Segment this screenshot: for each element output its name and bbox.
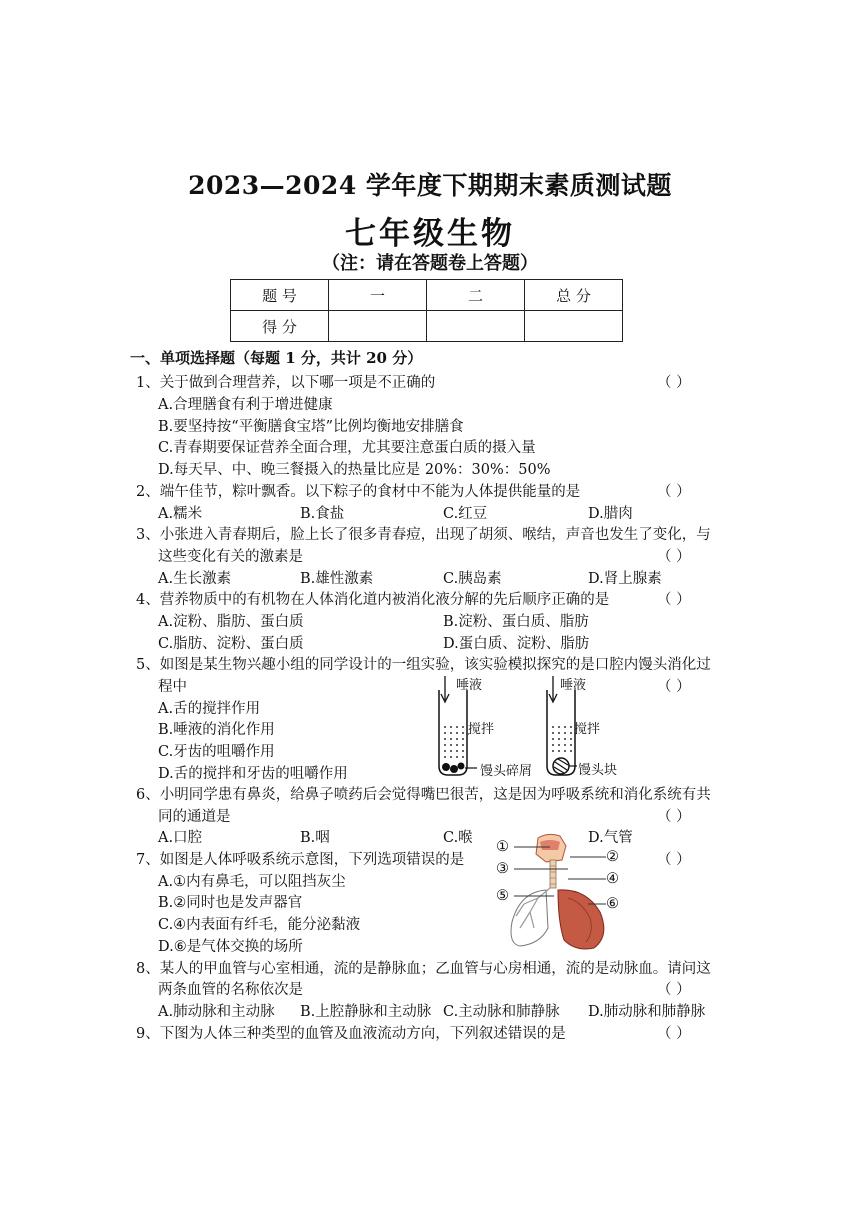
figure-leader-lines — [510, 840, 610, 910]
score-table — [230, 279, 623, 342]
label-2: ② — [606, 849, 619, 865]
subject-title: 七年级生物 — [345, 216, 515, 252]
q2-option-c: C.红豆 — [443, 506, 488, 522]
q7-option-c: C.④内表面有纤毛，能分泌黏液 — [158, 917, 361, 933]
q6-option-c: C.喉 — [443, 830, 473, 846]
crumbs-label: 馒头碎屑 — [480, 764, 533, 779]
q2-option-a: A.糯米 — [158, 506, 203, 522]
q5-option-d: D.舌的搅拌和牙齿的咀嚼作用 — [158, 766, 348, 782]
table-cell: 题 号 — [231, 280, 329, 311]
answer-paren: （ ） — [657, 375, 691, 391]
stir-label: 搅拌 — [468, 722, 495, 737]
saliva-label: 唾液 — [456, 678, 483, 693]
answer-paren: （ ） — [657, 679, 691, 695]
q7-option-d: D.⑥是气体交换的场所 — [158, 939, 303, 955]
q4-option-b: B.淀粉、蛋白质、脂肪 — [443, 614, 589, 630]
q2-option-d: D.腊肉 — [588, 506, 633, 522]
answer-paren: （ ） — [657, 982, 691, 998]
table-row — [231, 280, 623, 311]
block-label: 馒头块 — [578, 763, 618, 778]
q7-option-a: A.①内有鼻毛，可以阻挡灰尘 — [158, 874, 346, 890]
q3-option-c: C.胰岛素 — [443, 571, 502, 587]
table-cell: 总 分 — [525, 280, 623, 311]
q5-option-c: C.牙齿的咀嚼作用 — [158, 744, 275, 760]
question-7-stem: 7、如图是人体呼吸系统示意图，下列选项错误的是 — [136, 852, 465, 868]
q4-option-d: D.蛋白质、淀粉、脂肪 — [443, 636, 590, 652]
question-6-stem-cont: 同的通道是 — [158, 809, 231, 825]
table-cell[interactable] — [427, 311, 525, 342]
label-4: ④ — [606, 871, 619, 887]
table-row — [231, 311, 623, 342]
table-cell: 二 — [427, 280, 525, 311]
q8-option-d: D.肺动脉和肺静脉 — [588, 1004, 706, 1020]
exam-title: 2023—2024 学年度下期期末素质测试题 — [188, 171, 672, 200]
question-8-stem-cont: 两条血管的名称依次是 — [158, 982, 303, 998]
q6-option-a: A.口腔 — [158, 830, 203, 846]
question-5-stem: 5、如图是某生物兴趣小组的同学设计的一组实验，该实验模拟探究的是口腔内馒头消化过 — [136, 657, 711, 673]
q8-option-a: A.肺动脉和主动脉 — [158, 1004, 275, 1020]
q5-option-b: B.唾液的消化作用 — [158, 722, 275, 738]
label-3: ③ — [496, 861, 509, 877]
answer-paren: （ ） — [657, 1026, 691, 1042]
table-cell: 一 — [329, 280, 427, 311]
saliva-label: 唾液 — [560, 678, 587, 693]
q4-option-c: C.脂肪、淀粉、蛋白质 — [158, 636, 304, 652]
question-3-stem-cont: 这些变化有关的激素是 — [158, 549, 303, 565]
q3-option-b: B.雄性激素 — [300, 571, 374, 587]
q6-option-d: D.气管 — [588, 830, 633, 846]
table-cell[interactable] — [525, 311, 623, 342]
answer-paren: （ ） — [657, 809, 691, 825]
question-6-stem: 6、小明同学患有鼻炎，给鼻子喷药后会觉得嘴巴很苦，这是因为呼吸系统和消化系统有共 — [136, 787, 711, 803]
q4-option-a: A.淀粉、脂肪、蛋白质 — [158, 614, 304, 630]
table-cell[interactable] — [329, 311, 427, 342]
q3-option-a: A.生长激素 — [158, 571, 232, 587]
question-3-stem: 3、小张进入青春期后，脸上长了很多青春痘，出现了胡须、喉结，声音也发生了变化，与 — [136, 527, 711, 543]
answer-paren: （ ） — [657, 852, 691, 868]
q8-option-c: C.主动脉和肺静脉 — [443, 1004, 560, 1020]
q1-option-c: C.青春期要保证营养全面合理，尤其要注意蛋白质的摄入量 — [158, 440, 536, 456]
question-5-stem-cont: 程中 — [158, 679, 187, 695]
q3-option-d: D.肾上腺素 — [588, 571, 662, 587]
section-heading: 一、单项选择题（每题 1 分，共计 20 分） — [130, 349, 423, 367]
q6-option-b: B.咽 — [300, 830, 330, 846]
stir-label: 搅拌 — [574, 722, 601, 737]
exam-note: （注：请在答题卷上答题） — [322, 253, 538, 274]
q5-option-a: A.舌的搅拌作用 — [158, 701, 261, 717]
question-2-stem: 2、端午佳节，粽叶飘香。以下粽子的食材中不能为人体提供能量的是 — [136, 484, 581, 500]
table-cell: 得 分 — [231, 311, 329, 342]
question-8-stem: 8、某人的甲血管与心室相通，流的是静脉血；乙血管与心房相通，流的是动脉血。请问这 — [136, 961, 711, 977]
answer-paren: （ ） — [657, 592, 691, 608]
question-4-stem: 4、营养物质中的有机物在人体消化道内被消化液分解的先后顺序正确的是 — [136, 592, 610, 608]
question-9-stem: 9、下图为人体三种类型的血管及血液流动方向，下列叙述错误的是 — [136, 1026, 566, 1042]
label-6: ⑥ — [606, 896, 619, 912]
q2-option-b: B.食盐 — [300, 506, 345, 522]
question-1-stem: 1、关于做到合理营养，以下哪一项是不正确的 — [136, 375, 436, 391]
label-1: ① — [496, 839, 509, 855]
q8-option-b: B.上腔静脉和主动脉 — [300, 1004, 432, 1020]
q7-option-b: B.②同时也是发声器官 — [158, 895, 303, 911]
q1-option-b: B.要坚持按“平衡膳食宝塔”比例均衡地安排膳食 — [158, 419, 464, 435]
q1-option-d: D.每天早、中、晚三餐摄入的热量比应是 20%：30%：50% — [158, 462, 551, 478]
q1-option-a: A.合理膳食有利于增进健康 — [158, 397, 333, 413]
answer-paren: （ ） — [657, 484, 691, 500]
label-5: ⑤ — [496, 888, 509, 904]
answer-paren: （ ） — [657, 549, 691, 565]
